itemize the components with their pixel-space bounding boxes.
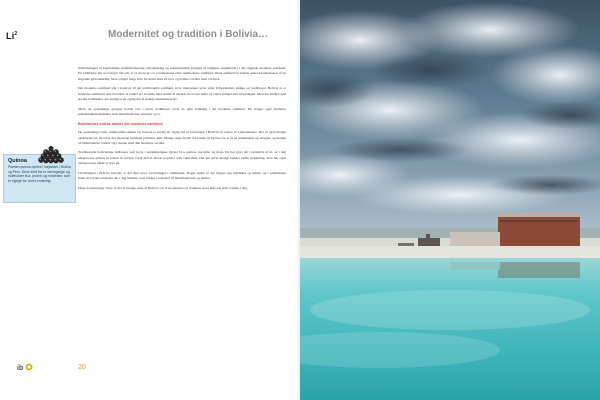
clouds <box>300 2 600 215</box>
paragraph: Det moderne samfund står i kontrast til det traditionelle samfund, hvor mennesker lever efter fællesskabets skikke og traditioner. Bolivia er et moderne samfund i den forstand, at landet er i kontakt med resten af verden, hvor nye idéer og vaner bringes ind i hverdagen. Men der findes også stærke traditioner, der stadig er en vigtig del af mange menneskers liv. <box>78 86 286 102</box>
section-subheading: Bolivianske skikke møder det moderne samfund <box>78 121 163 126</box>
page-number: 20 <box>78 364 86 371</box>
paragraph: Disse forandringer viser, at der er mange sider af Bolivia, og at modernitet og tradition lever side om side i landet i dag. <box>78 185 248 190</box>
paragraph: Mens de oprindelige grupper holder fast i deres traditioner, lever de dele samtidig i det moderne samfund. De bruger også moderne kommunikationsmidler som mobiltelefoner, internet og tv. <box>78 106 286 117</box>
fact-box-title: Quinoa <box>8 158 27 164</box>
paragraph: Traditionelle bolivianske indianere som lever i Andesbjergene dyrker bl.a. quinoa, kartofler og majs. De har gjort det i tusindvis af år, og i dag eksporteres quinoa til resten af verden, fordi den er blevet populær som sund mad. Det har givet mange bønder bedre indtjening, men har også ændret deres måde at leve på. <box>78 150 286 166</box>
series-mark: Li$^2$ <box>6 31 18 41</box>
publisher-logo-icon <box>17 361 35 373</box>
salt-flat-lagoon-photo <box>300 0 600 400</box>
chapter-title: Modernitet og tradition i Bolivia… <box>108 29 268 40</box>
paragraph: Udviklingen i Bolivia betyder, at der sker store forandringer i samfundet. Nogle steder er der bygget nye fabrikker og miner, og i saltørkenen Salar de Uyuni udvindes der i dag lithium, som bruges i batterier til mobiltelefoner og elbiler. <box>78 170 286 181</box>
body-text <box>78 66 286 195</box>
paragraph: De oprindelige folks traditionelle skikke og levevis er stadig en vigtig del af hverdagen i Bolivia og resten af Latinamerika. Der er også mange eksempler på, hvordan det moderne samfund påvirker dem. Mange unge flytter fra landet til byerne for at få en uddannelse og arbejde, og mange af traditionerne ændrer sig i mødet med den moderne verden. <box>78 130 286 145</box>
right-page-photo <box>300 0 600 400</box>
svg-text:ib: ib <box>17 365 24 372</box>
fact-box-text: Planten quinoa dyrkes i højlandet i Bolivia og Peru. Dens små frø er næringsrige og indeholder bl.a. protein og mineraler, som er vigtige for vores ernæring. <box>8 165 71 184</box>
quinoa-seeds-icon <box>37 146 65 164</box>
paragraph: indvirkningen af kapitalisme, industrialisering, urbanisering og sekularisering (brugen af religiøse argumenter) i det stigende moderne samfund. En 1940'erne har sociologer talt om, at vi nu lever i et postmoderne eller senmoderne samfund. Dette samfund er blandt andet karakteriseret af en stigende globalisering. Man vælger langt selv, hvordan man vil leve og hvilke værdier man vil have. <box>78 66 286 81</box>
